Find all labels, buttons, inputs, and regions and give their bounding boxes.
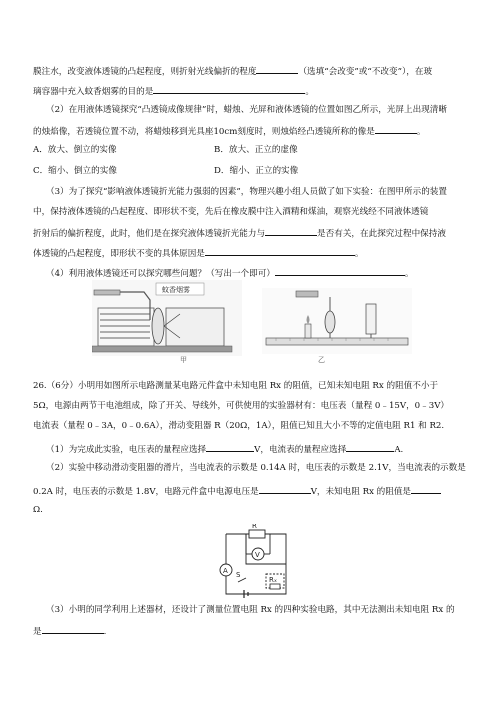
figure-jia — [92, 280, 242, 356]
text-line: （1）为完成此实验，电压表的量程应选择 V，电流表的量程应选择 A. — [46, 442, 403, 456]
text-line: 膜注水，改变液体透镜的凸起程度，则折射光线偏折的程度 （选填“会改变”或“不改变”），在玻 — [33, 64, 432, 78]
text-line: （3）小明的同学利用上述器材，还设计了测量位置电阻 Rx 的四种实验电路，其中无法测出未知电阻 Rx 的 — [46, 605, 455, 615]
answer-blank[interactable] — [346, 442, 394, 452]
text-line: （2）实验中移动滑动变阻器的滑片，当电流表的示数是 0.14A 时，电压表的示数是 2.1V，当电流表的示数是 — [46, 463, 466, 473]
circuit-v-label: V — [255, 551, 260, 559]
circuit-s-label: S — [236, 571, 241, 579]
answer-blank[interactable] — [375, 124, 417, 134]
text-line: 中，保持液体透镜的凸起程度、即形状不变，先后在橡皮膜中注入酒精和煤油，观察光线经不同液体透镜 — [33, 207, 429, 217]
figure-yi-caption: 乙 — [318, 356, 325, 364]
question-26: 26.（6分）小明用如图所示电路测量某电路元件盒中未知电阻 Rx 的阻值，已知未知电阻 Rx 的阻值不小于 — [33, 381, 439, 391]
answer-blank[interactable] — [265, 226, 317, 236]
figure-jia-label: 蚊香烟雾 — [162, 286, 190, 294]
option-b: B．放大、正立的虚像 — [214, 145, 298, 155]
answer-blank[interactable] — [153, 84, 305, 94]
text-line: 体透镜的凸起程度，即形状不变的具体原因是 。 — [33, 246, 364, 260]
text-line: 0.2A 时，电压表的示数是 1.8V，电路元件盒中电源电压是 V，未知电阻 Rx 的阻值是 — [33, 484, 441, 498]
text-line: 是 . — [33, 624, 106, 638]
text-line: 电流表（量程 0﹣3A，0﹣0.6A），滑动变阻器 R（20Ω，1A），阻值已知且大小不等的定值电阻 R1 和 R2. — [33, 421, 445, 431]
text-line: （2）在用液体透镜探究“凸透镜成像规律”时，蜡烛、光屏和液体透镜的位置如图乙所示，光屏上出现清晰 — [46, 105, 447, 115]
option-c: C．缩小、倒立的实像 — [33, 166, 117, 176]
text-line: （3）为了探究“影响液体透镜折光能力强弱的因素”，物理兴趣小组人员做了如下实验：在图甲所示的装置 — [46, 187, 447, 197]
circuit-a-label: A — [223, 567, 228, 575]
answer-blank[interactable] — [259, 484, 311, 494]
circuit-rx-label: Rₓ — [269, 576, 277, 584]
text-line: 折射后的偏折程度，此时，他们是在探究液体透镜折光能力与 是否有关，在此探究过程中保持液 — [33, 226, 446, 240]
figure-yi — [262, 288, 412, 354]
answer-blank[interactable] — [411, 484, 441, 494]
option-a: A．放大、倒立的实像 — [33, 145, 117, 155]
circuit-r-label: R — [252, 524, 257, 530]
text-line: Ω. — [33, 505, 43, 515]
circuit-diagram — [216, 524, 298, 602]
text-line: （4）利用液体透镜还可以探究哪些问题？（写出一个即可） 。 — [46, 266, 414, 280]
text-line: 的烛焰像，若透镜位置不动，将蜡烛移到光具座10cm刻度时，则烛焰经凸透镜所称的像是 。 — [33, 124, 425, 138]
option-d: D．缩小、正立的实像 — [214, 166, 299, 176]
answer-blank[interactable] — [256, 64, 298, 74]
answer-blank[interactable] — [205, 246, 355, 256]
answer-blank[interactable] — [206, 442, 254, 452]
text-line: 璃容器中充入蚊香烟雾的目的是 。 — [33, 84, 314, 98]
text-line: 5Ω，电源由两节干电池组成，除了开关、导线外，可供使用的实验器材有：电压表（量程 0﹣15V，0﹣3V） — [33, 401, 450, 411]
answer-blank[interactable] — [275, 266, 405, 276]
answer-blank[interactable] — [42, 624, 104, 634]
figure-jia-caption: 甲 — [180, 356, 187, 364]
